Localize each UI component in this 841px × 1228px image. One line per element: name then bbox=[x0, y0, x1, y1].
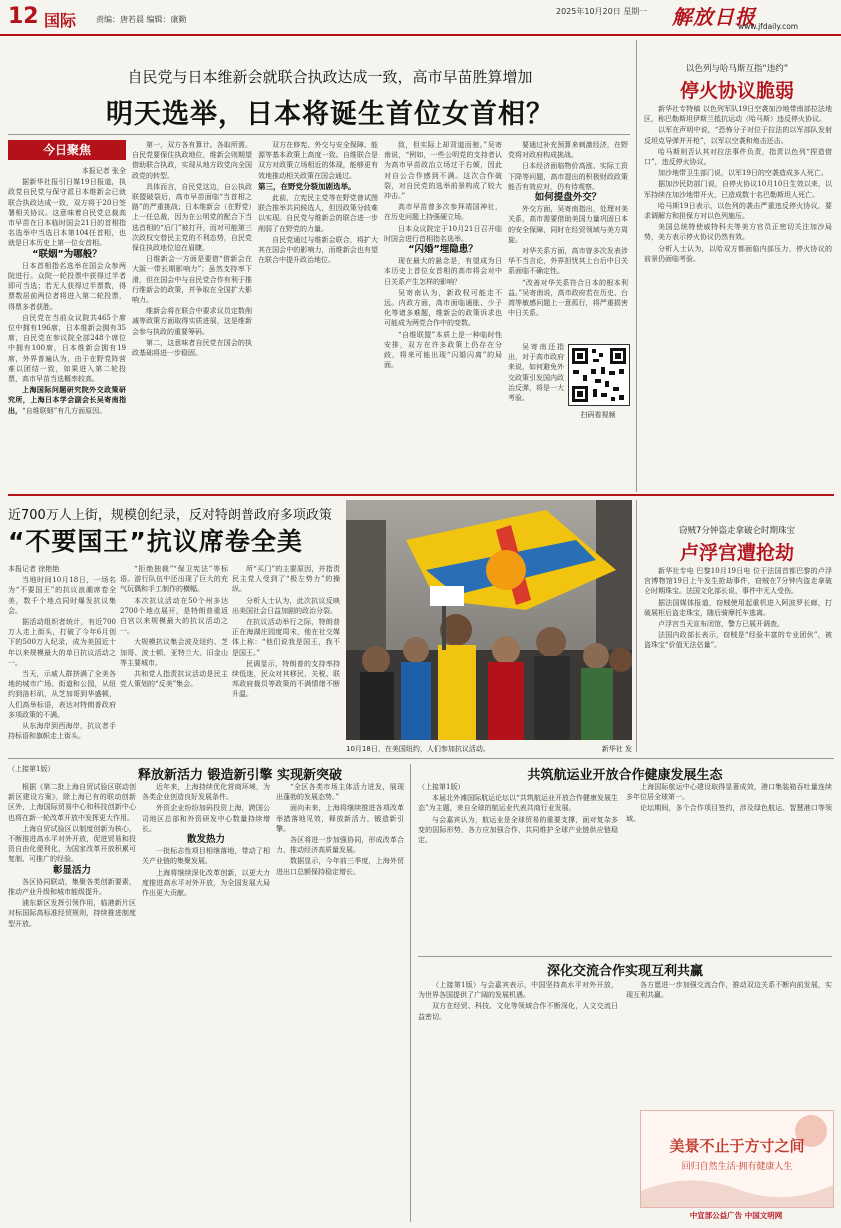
subheading: 第三，在野党分裂加剧选举。 bbox=[258, 181, 356, 191]
paragraph: 日维新会一方面是要借“借新会在大阪一带长期影响力”；虽然支持率下滑，但在国会中与自民党合作有利于推行维新会的政策，并争取在全国扩大影响力。 bbox=[132, 255, 252, 305]
paragraph: 哈马斯19日表示，以色列的袭击严重违反停火协议，要求调解方和担保方对以色列施压。 bbox=[644, 201, 832, 221]
protest-photo bbox=[346, 500, 632, 740]
qr-code[interactable] bbox=[568, 344, 630, 406]
editors-line: 责编：唐若晨 编辑：康勤 bbox=[96, 15, 187, 24]
subheading: 散发热力 bbox=[186, 834, 225, 846]
paragraph: 第一，双方各有算计。各取所需。自民党要保住执政地位，维新会则期望借助联合执政，实现从地方政党向全国政党的转型。 bbox=[132, 141, 252, 180]
paragraph: 据活动组织者统计，有近700万人走上街头，打破了今年6月创下的500万人纪录，成为美国近十年以来规模最大的单日抗议活动之一。 bbox=[8, 618, 116, 667]
paragraph: 吴寄南还指出，对于高市政府来说，如何避免外交政策引发国内政治反弹，将是一大考验。 bbox=[508, 343, 564, 403]
paragraph: 根据《第二批上海自贸试验区联动创新区建设方案》，除上海已有的联动创新区外，上海国际贸易中心和科技创新中心也将在新一轮改革开放中发挥更大作用。 bbox=[8, 783, 136, 822]
paragraph: 要通过补充预算来刺激经济，在野党将对政府构成挑战。 bbox=[508, 141, 628, 160]
paragraph: 双方在经贸、科技、文化等领域合作不断深化，人文交流日益密切。 bbox=[418, 1002, 618, 1021]
paragraph: “改善对华关系符合日本的根本利益。”吴寄南说，高市政府若在历史、台湾等敏感问题上一意孤行，将严重损害中日关系。 bbox=[508, 278, 628, 318]
paragraph: 据新华社报引日媒19日报道，执政党自民党与保守派日本维新会已就联合执政达成一致，双方将于20日签署相关协议。这意味着自民党总裁高市早苗在日本临时国会21日的首相指名选举中当选日本第104任首相，也就是日本历史上第一位女首相。 bbox=[8, 178, 126, 248]
side-mid-headline: 卢浮宫遭抢劫 bbox=[679, 542, 794, 564]
ad-slogan: 回归自然生活·拥有健康人生 bbox=[681, 1162, 793, 1172]
bottom-right-col2 bbox=[626, 782, 832, 952]
paragraph: 从东海岸到西海岸，抗议者手持标语和旗帜走上街头。 bbox=[8, 722, 116, 741]
protest-photo-image bbox=[346, 500, 632, 740]
newspaper-logo: 解放日报 bbox=[672, 5, 756, 29]
photo-caption: 10月18日，在美国纽约，人们参加抗议活动。 bbox=[346, 745, 490, 753]
paragraph: 数据显示，今年前三季度，上海外贸进出口总额保持稳定增长。 bbox=[276, 857, 404, 876]
focus-tag-text: 今日聚焦 bbox=[42, 143, 91, 157]
paragraph: 上海自贸试验区以制度创新为核心，不断推进高水平对外开放，促进贸易和投资自由化便利化，为国家改革开放积累可复制、可推广的经验。 bbox=[8, 824, 136, 864]
paragraph: 当天，示威人群挤满了全美各地的城市广场、街道和公园，从纽约到洛杉矶，从芝加哥到华盛顿，人们高举标语，表达对特朗普政府多项政策的不满。 bbox=[8, 670, 116, 719]
paragraph: “拒绝独裁”“保卫宪法”等标语。游行队伍中还出现了巨大的充气玩偶和手工制作的横幅。 bbox=[120, 565, 228, 594]
byline: 本报记者 张全 bbox=[81, 167, 126, 175]
second-story-headline: “不要国王”抗议席卷全美 bbox=[8, 527, 303, 556]
side-top-kicker: 以色列与哈马斯互指“违约” bbox=[685, 64, 789, 74]
divider bbox=[418, 956, 832, 957]
second-story-kicker: 近700万人上街，规模创纪录，反对特朗普政府多项政策 bbox=[8, 508, 332, 523]
byline: 本报记者 徐艳艳 bbox=[8, 565, 60, 573]
second-story-col2 bbox=[120, 564, 228, 742]
photo-credit: 新华社 发 bbox=[601, 745, 632, 753]
subheading: “联姻”为哪般？ bbox=[32, 248, 102, 260]
paragraph: 所“买门”的主要原因，并指责民主党人受到了“极左势力”的操纵。 bbox=[232, 565, 340, 594]
paragraph: 各区协同联动，集聚各类创新要素，推动产业升级和城市能级提升。 bbox=[8, 877, 136, 897]
expert-bold: 上海国际问题研究院外交政策研究所，上海日本学会副会长吴寄南指出， bbox=[8, 385, 126, 415]
paragraph-tail: “自维联姻”有几方面原因。 bbox=[22, 406, 107, 415]
site-url[interactable]: www.jfdaily.com bbox=[738, 22, 799, 31]
divider bbox=[8, 134, 630, 135]
section-name: 国际 bbox=[44, 11, 77, 30]
bottom-left-headline: 释放新活力 锻造新引擎 实现新突破 bbox=[137, 768, 343, 783]
paragraph: 致，但实际上却背道而驰。”吴寄南说，“例如，一些公明党的支持者认为高市早苗政治立场过于右倾，因此对自公合作感到不满。这次合作破裂，对自民党的选举前景构成了较大冲击。” bbox=[384, 141, 502, 201]
paragraph: 外交方面，吴寄南指出，处理对美关系，高市需要借助美国力量巩固日本的安全保障，同时在经贸领域与美方周旋。 bbox=[508, 205, 628, 244]
subheading: 彰显活力 bbox=[52, 864, 91, 876]
paragraph: 哈马斯则否认其对拉法事件负责，指责以色列“捏造借口”，违反停火协议。 bbox=[644, 147, 832, 167]
paragraph: 具体而言，自民党这边，自公执政联盟破裂后，高市早苗面临“当首相之路”的严重挑战；日本维新会（在野党）上一任总裁，因为在公明党的配合下当选首相的“后门”被打开，而对可能第三次政权交替民主党的不利态势，自民党保住执政地位迫在眉睫。 bbox=[132, 182, 252, 253]
paragraph: 民调显示，特朗普的支持率持续低迷，民众对其移民、关税、联邦政府裁员等政策的不满情绪不断升温。 bbox=[232, 659, 340, 699]
paragraph: 在抗议活动举行之际，特朗普正在海湖庄园度周末，他在社交媒体上称：“他们说我是国王，我不是国王。” bbox=[232, 618, 340, 657]
second-story-col1 bbox=[8, 564, 116, 742]
focus-tag bbox=[8, 140, 126, 160]
paragraph: 上海国际航运中心建设取得显著成效，港口集装箱吞吐量连续多年位居全球第一。 bbox=[626, 783, 832, 802]
paragraph: 各方愿进一步加强交流合作，推动双边关系不断向前发展，实现互利共赢。 bbox=[626, 981, 832, 1000]
paragraph: 分析人士认为，以哈双方都面临内部压力，停火协议的前景仍面临考验。 bbox=[644, 244, 832, 263]
column-divider bbox=[636, 40, 637, 492]
continued-label: （上接第1版） bbox=[418, 783, 465, 791]
paragraph: 吴寄南认为，新政权可能走不远。内政方面，高市面临通胀、少子化等诸多难题，维新会的政策诉求也可能成为两党合作中的变数。 bbox=[384, 288, 502, 328]
page-number: 12 bbox=[8, 4, 39, 29]
paragraph: 浦东新区发挥引领作用，临港新片区对标国际高标准经贸规则，持续推进制度型开放。 bbox=[8, 899, 136, 928]
bottom-right-headline: 共筑航运业开放合作健康发展生态 bbox=[527, 768, 723, 783]
paragraph: 此前，立宪民主党等在野党曾试图联合推举共同候选人，但因政策分歧难以实现。自民党与维新会的联合进一步削弱了在野党的力量。 bbox=[258, 194, 378, 233]
paragraph: 各区将进一步加强协同，形成改革合力，推动经济高质量发展。 bbox=[276, 836, 404, 855]
qr-code-icon bbox=[569, 345, 629, 405]
top-story-col4 bbox=[384, 140, 502, 484]
bottom-right-col1 bbox=[418, 782, 618, 952]
paragraph: 日本首相指名选举在国会众参两院进行。众院一轮投票中获得过半者即可当选；若无人获得过半票数，得票数居前两位者将进入第二轮投票，得票多者获胜。 bbox=[8, 261, 126, 311]
top-story-col5 bbox=[508, 140, 628, 340]
paragraph: 面向未来，上海将继续推进各项改革举措落地见效，释放新活力，锻造新引擎。 bbox=[276, 804, 404, 833]
column-divider bbox=[410, 764, 411, 1222]
paragraph: 对华关系方面，高市曾多次发表涉华不当言论，外界担忧其上台后中日关系面临不确定性。 bbox=[508, 247, 628, 276]
paragraph: 共和党人指责抗议活动是民主党人策划的“反美”集会。 bbox=[120, 670, 228, 689]
paragraph: 卢浮宫当天宣布闭馆，警方已展开调查。 bbox=[658, 620, 784, 629]
public-service-ad bbox=[640, 1110, 834, 1208]
top-story-kicker: 自民党与日本维新会就联合执政达成一致，高市早苗胜算增加 bbox=[127, 68, 533, 86]
side-top-headline: 停火协议脆弱 bbox=[679, 80, 794, 102]
subheading: 如何提盘外交？ bbox=[534, 192, 602, 204]
continued-label: （上接第1版） bbox=[8, 765, 55, 773]
side-mid-body bbox=[644, 566, 832, 750]
top-story-col2 bbox=[132, 140, 252, 484]
top-story-col1 bbox=[8, 166, 126, 484]
top-story-col5b bbox=[508, 342, 564, 482]
qr-caption: 扫码看视频 bbox=[580, 411, 616, 419]
top-story-col3 bbox=[258, 140, 378, 484]
bottom-right-col3 bbox=[418, 980, 618, 1100]
paragraph: 分析人士认为，此次抗议反映出美国社会日益加剧的政治分裂。 bbox=[232, 596, 340, 615]
paragraph: 以军在声明中说，“恐怖分子对位于拉法的以军部队发射反坦克导弹并开枪”，以军以空袭和炮击还击。 bbox=[644, 126, 832, 145]
paragraph: 本届北外滩国际航运论坛以“共筑航运业开放合作健康发展生态”为主题，来自全球的航运业代表共商行业发展。 bbox=[418, 794, 618, 813]
paragraph: 日本众议院定于10月21日召开临时国会进行首相指名选举。 bbox=[384, 224, 502, 243]
bottom-left-col2 bbox=[142, 782, 270, 1222]
column-divider bbox=[636, 500, 637, 752]
bottom-left-col3 bbox=[276, 782, 404, 1222]
paragraph: 与会嘉宾认为，航运业是全球贸易的重要支撑，面对复杂多变的国际形势，各方应加强合作，共同维护全球产业链供应链稳定。 bbox=[418, 815, 618, 845]
paragraph: 当地时间10月18日，一场名为“不要国王”的抗议浪潮席卷全美，数千个地点同时爆发抗议集会。 bbox=[8, 576, 116, 615]
bottom-right-col4 bbox=[626, 980, 832, 1100]
paragraph: 外资企业纷纷加码投资上海，跨国公司地区总部和外资研发中心数量持续增长。 bbox=[142, 804, 270, 833]
paragraph: 本次抗议活动在50个州多达2700个地点展开，是特朗普重返白宫以来规模最大的抗议活动之一。 bbox=[120, 596, 228, 636]
paragraph: 据法国媒体报道，窃贼使用起重机进入阿波罗长廊，打破展柜后盗走珠宝，随后骑摩托车逃离。 bbox=[644, 598, 832, 617]
paragraph: 新华社专特稿 以色列军队19日空袭加沙地带南部拉法地区，称巴勒斯坦伊斯兰抵抗运动（哈马斯）违反停火协议。 bbox=[644, 105, 832, 124]
paragraph: 自民党在当前众议院共465个席位中拥有196席，日本维新会拥有35席，自民党在参议院全部248个席位中拥有100席，日本维新会拥有19席，外界普遍认为，由于在野党阵营难以团结一致，如果进入第二轮投票，高市早苗当选概率较高。 bbox=[8, 313, 126, 384]
second-story-col3 bbox=[232, 564, 340, 742]
paragraph: 现在最大的悬念是，有望成为日本历史上首位女首相的高市将会对中日关系产生怎样的影响？ bbox=[384, 257, 502, 286]
subheading: “闪婚”埋隐患？ bbox=[408, 244, 478, 256]
paragraph: 新华社专电 巴黎10月19日电 位于法国首都巴黎的卢浮宫博物馆19日上午发生抢劫事件，窃贼在7分钟内盗走拿破仑时期珠宝。法国文化部长说，事件中无人受伤。 bbox=[644, 567, 832, 596]
paragraph: “自维联盟”本质上是一种临时性安排，双方在许多政策上仍存在分歧，将来可能出现“闪婚闪离”的局面。 bbox=[384, 330, 502, 370]
ad-headline: 美景不止于方寸之间 bbox=[669, 1137, 805, 1155]
side-top-body bbox=[644, 104, 832, 488]
paragraph: 加沙地带卫生部门说，以军19日的空袭造成多人死亡。 bbox=[658, 169, 828, 178]
paragraph: 上海将继续深化改革创新，以更大力度推进高水平对外开放，为全国发展大局作出更大贡献。 bbox=[142, 868, 270, 898]
section-divider bbox=[8, 494, 834, 496]
paragraph: 一批标志性项目相继落地，带动了相关产业链的集聚发展。 bbox=[142, 847, 270, 866]
issue-date: 2025年10月20日 星期一 bbox=[556, 7, 648, 16]
paragraph: 自民党通过与维新会联合，将扩大其在国会中的影响力，而维新会也有望在联合中提升政治地位。 bbox=[258, 235, 378, 265]
section-divider bbox=[8, 758, 834, 759]
paragraph: 法国内政部长表示，窃贼是“经验丰富的专业团伙”，被盗珠宝“价值无法估量”。 bbox=[644, 631, 832, 650]
paragraph: 高市早苗曾多次参拜靖国神社，在历史问题上持强硬立场。 bbox=[384, 203, 502, 222]
ad-footer: 中宣部公益广告 中国文明网 bbox=[689, 1211, 783, 1220]
paragraph: 第二，这意味者自民党在国会的执政基础将进一步稳固。 bbox=[132, 338, 252, 358]
paragraph: 日本经济面临物价高涨、实际工资下降等问题，高市提出的积极财政政策能否有效应对，仍有待观察。 bbox=[508, 162, 628, 191]
paragraph: 近年来，上海持续优化营商环境，为各类企业创造良好发展条件。 bbox=[142, 783, 270, 802]
paragraph bbox=[8, 385, 126, 416]
paragraph: 大规模抗议集会波及纽约、芝加哥、波士顿、亚特兰大、旧金山等主要城市。 bbox=[120, 638, 228, 667]
paragraph: 据加沙民防部门说，自停火协议10月10日生效以来，以军持续在加沙地带开火，已造成数十名巴勒斯坦人死亡。 bbox=[644, 180, 832, 199]
paragraph: 论坛期间，多个合作项目签约，涉及绿色航运、智慧港口等领域。 bbox=[626, 804, 832, 823]
paragraph: 双方在修宪、外交与安全保障、能源等基本政策上高度一致。自维联合是双方对政策立场相近的体现，能够更有效地推动相关政策在国会通过。 bbox=[258, 141, 378, 180]
bottom-right-subheadline: 深化交流合作实现互利共赢 bbox=[546, 964, 703, 979]
paragraph: 维新会将在联合中要求议员定数削减等政策方面取得实质进展，这是维新会参与执政的重要筹码。 bbox=[132, 307, 252, 336]
top-story-headline: 明天选举，日本将诞生首位女首相？ bbox=[106, 99, 554, 130]
paragraph: 美国总统特使威特科夫等美方官员正密切关注加沙局势，美方表示停火协议仍然有效。 bbox=[644, 223, 832, 242]
paragraph: （上接第1版）与会嘉宾表示，中国坚持高水平对外开放，为世界各国提供了广阔的发展机遇。 bbox=[418, 981, 618, 1000]
bottom-left-col1 bbox=[8, 782, 136, 1222]
paragraph: “全区各类市场主体活力迸发，展现出蓬勃的发展态势。” bbox=[276, 783, 404, 802]
side-mid-kicker: 窃贼7分钟盗走拿破仑时期珠宝 bbox=[679, 526, 795, 536]
